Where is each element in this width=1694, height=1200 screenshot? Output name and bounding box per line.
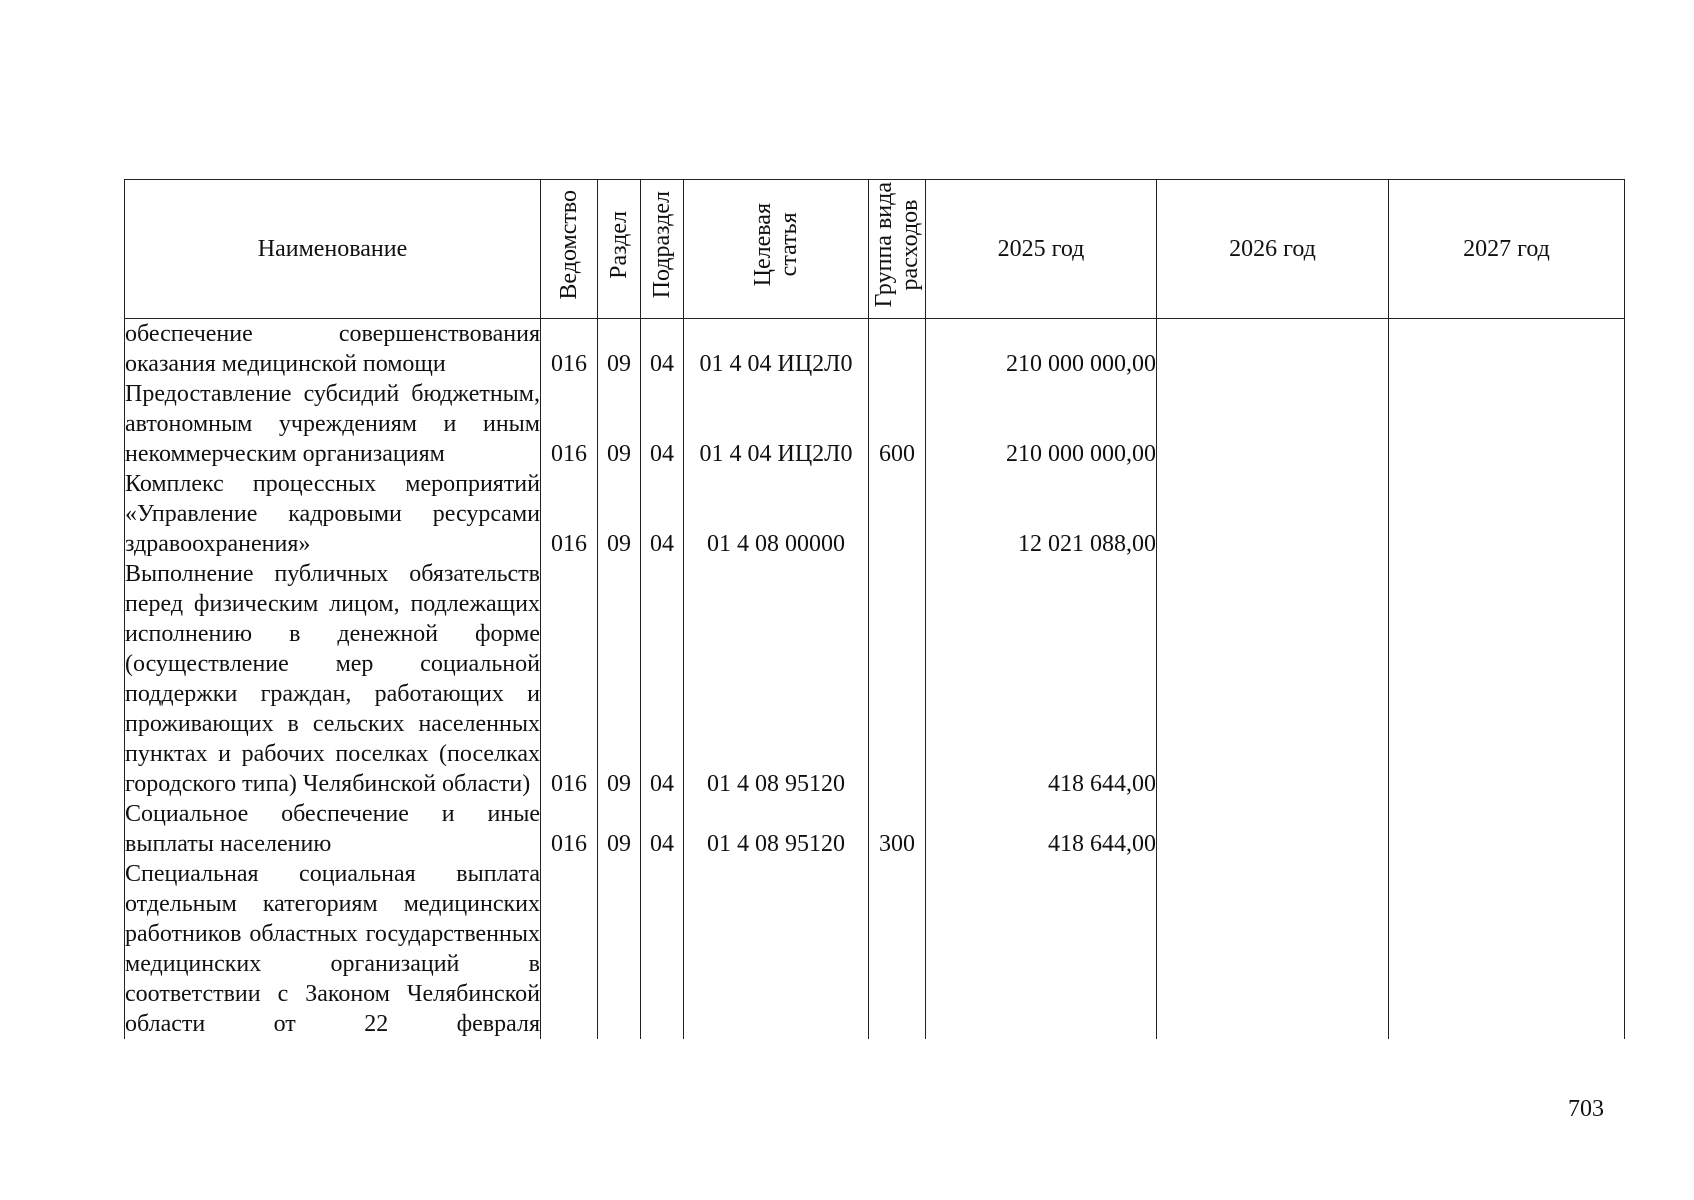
row-2026	[1157, 799, 1389, 859]
table-row	[125, 799, 1625, 859]
table-row	[125, 319, 1625, 380]
header-target-line1: Целевая	[750, 203, 776, 287]
row-2027	[1389, 469, 1625, 559]
page-number: 703	[1568, 1096, 1604, 1122]
header-section: Раздел	[598, 180, 641, 319]
row-2025	[926, 859, 1157, 1039]
row-exp-group: 300	[869, 799, 926, 859]
row-section: 09	[598, 319, 641, 380]
row-2025: 210 000 000,00	[926, 319, 1157, 380]
row-name: Специальная социальная выплата отдельным категориям медицинских работников областных государственных медицинских организаций в соответствии с Законом Челябинской области от 22 февраля	[125, 861, 540, 1037]
row-2025: 418 644,00	[926, 799, 1157, 859]
header-2027: 2027 год	[1389, 180, 1625, 319]
row-subsection: 04	[641, 319, 684, 380]
row-2026	[1157, 319, 1389, 380]
row-section: 09	[598, 559, 641, 799]
row-2026	[1157, 469, 1389, 559]
row-target	[684, 859, 869, 1039]
row-dept: 016	[541, 319, 598, 380]
row-dept: 016	[541, 799, 598, 859]
header-exp-group	[869, 180, 926, 319]
table-row	[125, 469, 1625, 559]
row-exp-group	[869, 319, 926, 380]
row-subsection: 04	[641, 559, 684, 799]
row-2027	[1389, 799, 1625, 859]
row-dept: 016	[541, 469, 598, 559]
row-exp-group	[869, 469, 926, 559]
row-2026	[1157, 859, 1389, 1039]
row-target: 01 4 08 95120	[684, 799, 869, 859]
header-target-line2: статья	[776, 213, 802, 277]
row-target: 01 4 04 ИЦ2Л0	[684, 319, 869, 380]
row-name: Комплекс процессных мероприятий «Управление кадровыми ресурсами здравоохранения»	[125, 471, 540, 557]
row-2027	[1389, 319, 1625, 380]
header-exp-line1: Группа вида	[871, 182, 897, 308]
row-2027	[1389, 859, 1625, 1039]
row-dept: 016	[541, 559, 598, 799]
row-exp-group	[869, 559, 926, 799]
row-subsection: 04	[641, 379, 684, 469]
row-target: 01 4 08 95120	[684, 559, 869, 799]
row-section: 09	[598, 799, 641, 859]
header-2025: 2025 год	[926, 180, 1157, 319]
row-subsection: 04	[641, 469, 684, 559]
header-2026: 2026 год	[1157, 180, 1389, 319]
row-2026	[1157, 379, 1389, 469]
table-row	[125, 379, 1625, 469]
table-row	[125, 559, 1625, 799]
header-exp-line2: расходов	[897, 199, 923, 291]
row-section: 09	[598, 379, 641, 469]
row-2027	[1389, 559, 1625, 799]
header-subsection: Подраздел	[641, 180, 684, 319]
row-2025: 210 000 000,00	[926, 379, 1157, 469]
row-target: 01 4 04 ИЦ2Л0	[684, 379, 869, 469]
row-name: Выполнение публичных обязательств перед физическим лицом, подлежащих исполнению в денежной форме (осуществление мер социальной поддержки граждан, работающих и проживающих в сельских населенных пунктах и рабочих поселках (поселках городского типа) Челябинской области)	[125, 561, 540, 797]
row-name: Предоставление субсидий бюджетным, автономным учреждениям и иным некоммерческим организациям	[125, 381, 540, 467]
row-2027	[1389, 379, 1625, 469]
table-row	[125, 859, 1625, 1039]
row-exp-group: 600	[869, 379, 926, 469]
row-exp-group	[869, 859, 926, 1039]
table-header-row	[125, 180, 1625, 319]
row-section	[598, 859, 641, 1039]
header-dept: Ведомство	[541, 180, 598, 319]
row-dept: 016	[541, 379, 598, 469]
row-name: Социальное обеспечение и иные выплаты населению	[125, 801, 540, 857]
row-name: обеспечение совершенствования оказания медицинской помощи	[125, 319, 541, 380]
row-subsection	[641, 859, 684, 1039]
header-name: Наименование	[125, 180, 541, 319]
budget-table	[124, 179, 1625, 1039]
header-target	[684, 180, 869, 319]
row-2026	[1157, 559, 1389, 799]
row-target: 01 4 08 00000	[684, 469, 869, 559]
row-2025: 12 021 088,00	[926, 469, 1157, 559]
row-dept	[541, 859, 598, 1039]
row-subsection: 04	[641, 799, 684, 859]
row-section: 09	[598, 469, 641, 559]
row-2025: 418 644,00	[926, 559, 1157, 799]
